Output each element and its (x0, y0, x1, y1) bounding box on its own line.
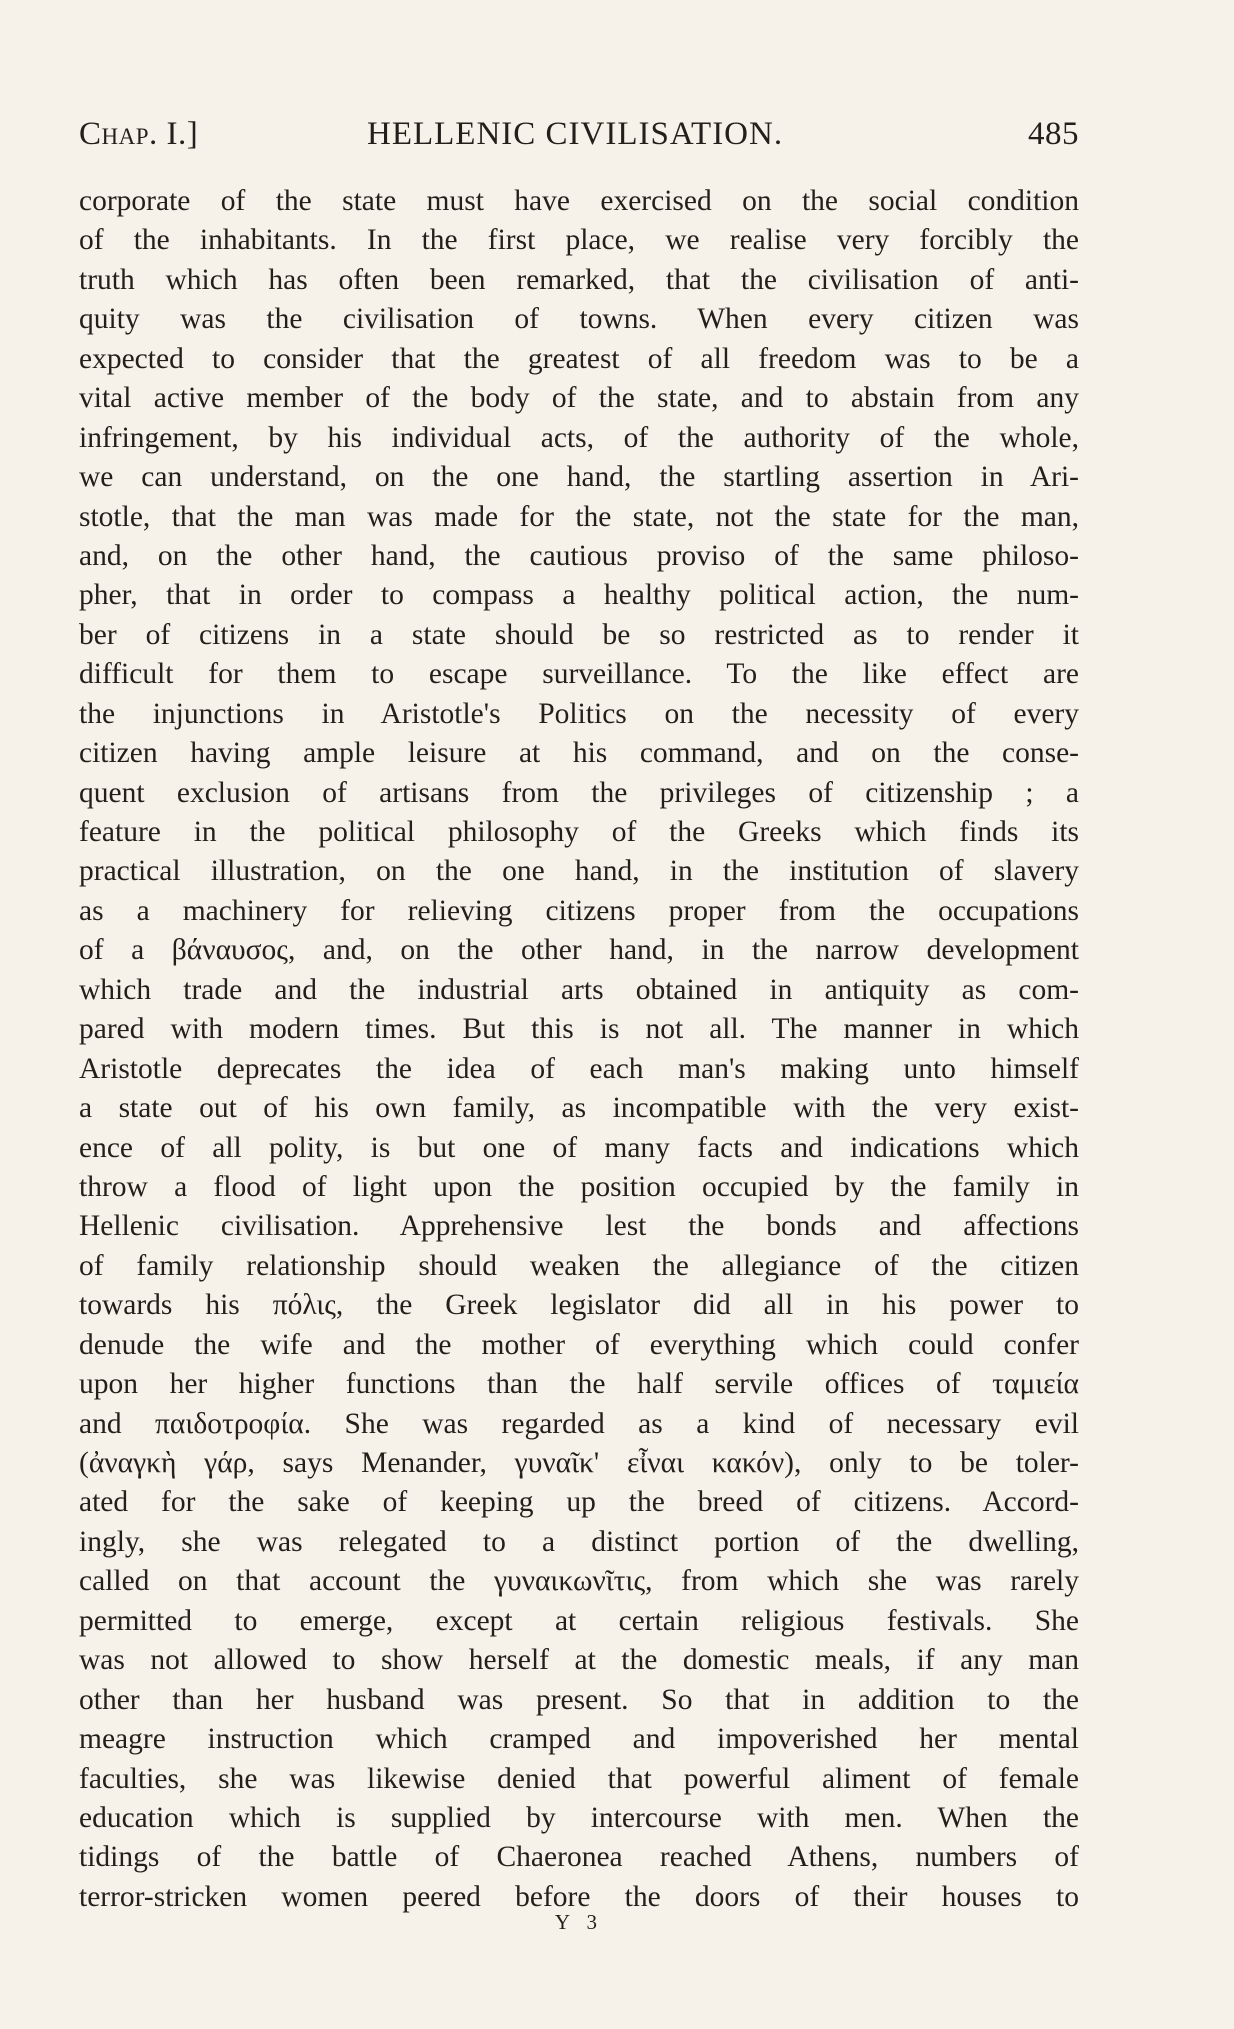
text-line: permitted to emerge, except at certain religious festivals. She (79, 1604, 1079, 1637)
text-line: and παιδοτροφία. She was regarded as a kind of necessary evil (79, 1407, 1079, 1440)
text-line: quity was the civilisation of towns. When every citizen was (79, 303, 1079, 336)
text-line: (ἀναγκὴ γάρ, says Menander, γυναῖκ' εἶναι κακόν), only to be toler- (79, 1447, 1079, 1479)
text-line: and, on the other hand, the cautious proviso of the same philoso- (79, 539, 1079, 572)
text-line: was not allowed to show herself at the domestic meals, if any man (79, 1644, 1079, 1677)
text-line: pared with modern times. But this is not all. The manner in which (79, 1013, 1079, 1046)
page-number: 485 (1028, 116, 1079, 152)
text-line: the injunctions in Aristotle's Politics on the necessity of every (79, 697, 1079, 730)
text-line: called on that account the γυναικωνῖτις, from which she was rarely (79, 1565, 1079, 1598)
text-line: faculties, she was likewise denied that powerful aliment of female (79, 1762, 1079, 1795)
text-line: education which is supplied by intercourse with men. When the (79, 1801, 1079, 1834)
text-line: of the inhabitants. In the first place, we realise very forcibly the (79, 224, 1079, 257)
text-line: Aristotle deprecates the idea of each man's making unto himself (79, 1052, 1079, 1085)
text-line: tidings of the battle of Chaeronea reached Athens, numbers of (79, 1841, 1079, 1874)
text-line: meagre instruction which cramped and impoverished her mental (79, 1723, 1079, 1756)
text-line: we can understand, on the one hand, the startling assertion in Ari- (79, 461, 1079, 494)
text-line: difficult for them to escape surveillance. To the like effect are (79, 658, 1079, 691)
running-title: HELLENIC CIVILISATION. (367, 116, 784, 152)
text-line: ence of all polity, is but one of many facts and indications which (79, 1131, 1079, 1164)
text-line: quent exclusion of artisans from the privileges of citizenship ; a (79, 776, 1079, 809)
text-line: as a machinery for relieving citizens proper from the occupations (79, 894, 1079, 927)
text-line: infringement, by his individual acts, of the authority of the whole, (79, 421, 1079, 454)
text-line: which trade and the industrial arts obtained in antiquity as com- (79, 973, 1079, 1006)
text-line: vital active member of the body of the state, and to abstain from any (79, 382, 1079, 415)
text-line: towards his πόλις, the Greek legislator did all in his power to (79, 1289, 1079, 1322)
text-line: feature in the political philosophy of the Greeks which finds its (79, 816, 1079, 848)
body-text (79, 182, 1079, 1917)
book-page (79, 0, 1079, 2029)
text-line: practical illustration, on the one hand, in the institution of slavery (79, 855, 1079, 888)
text-line: of a βάναυσος, and, on the other hand, in the narrow development (79, 934, 1079, 967)
chapter-reference: Chap. I.] (79, 116, 199, 152)
text-line: of family relationship should weaken the allegiance of the citizen (79, 1249, 1079, 1282)
text-line: stotle, that the man was made for the state, not the state for the man, (79, 500, 1079, 533)
text-line: corporate of the state must have exercised on the social condition (79, 185, 1079, 217)
signature-mark: Y 3 (554, 1910, 604, 1934)
text-line: upon her higher functions than the half servile offices of ταμιεία (79, 1368, 1079, 1401)
text-line: truth which has often been remarked, that the civilisation of anti- (79, 263, 1079, 296)
text-line: terror-stricken women peered before the doors of their houses to (79, 1880, 1079, 1913)
text-line: throw a flood of light upon the position occupied by the family in (79, 1170, 1079, 1203)
text-line: denude the wife and the mother of everything which could confer (79, 1328, 1079, 1361)
text-line: a state out of his own family, as incompatible with the very exist- (79, 1092, 1079, 1125)
text-line: ber of citizens in a state should be so restricted as to render it (79, 618, 1079, 651)
text-line: ated for the sake of keeping up the breed of citizens. Accord- (79, 1486, 1079, 1519)
text-line: Hellenic civilisation. Apprehensive lest the bonds and affections (79, 1210, 1079, 1243)
text-line: other than her husband was present. So that in addition to the (79, 1683, 1079, 1716)
text-line: citizen having ample leisure at his command, and on the conse- (79, 737, 1079, 770)
text-line: pher, that in order to compass a healthy political action, the num- (79, 579, 1079, 612)
running-head (79, 112, 1079, 156)
text-line: ingly, she was relegated to a distinct portion of the dwelling, (79, 1525, 1079, 1558)
text-line: expected to consider that the greatest of all freedom was to be a (79, 342, 1079, 375)
